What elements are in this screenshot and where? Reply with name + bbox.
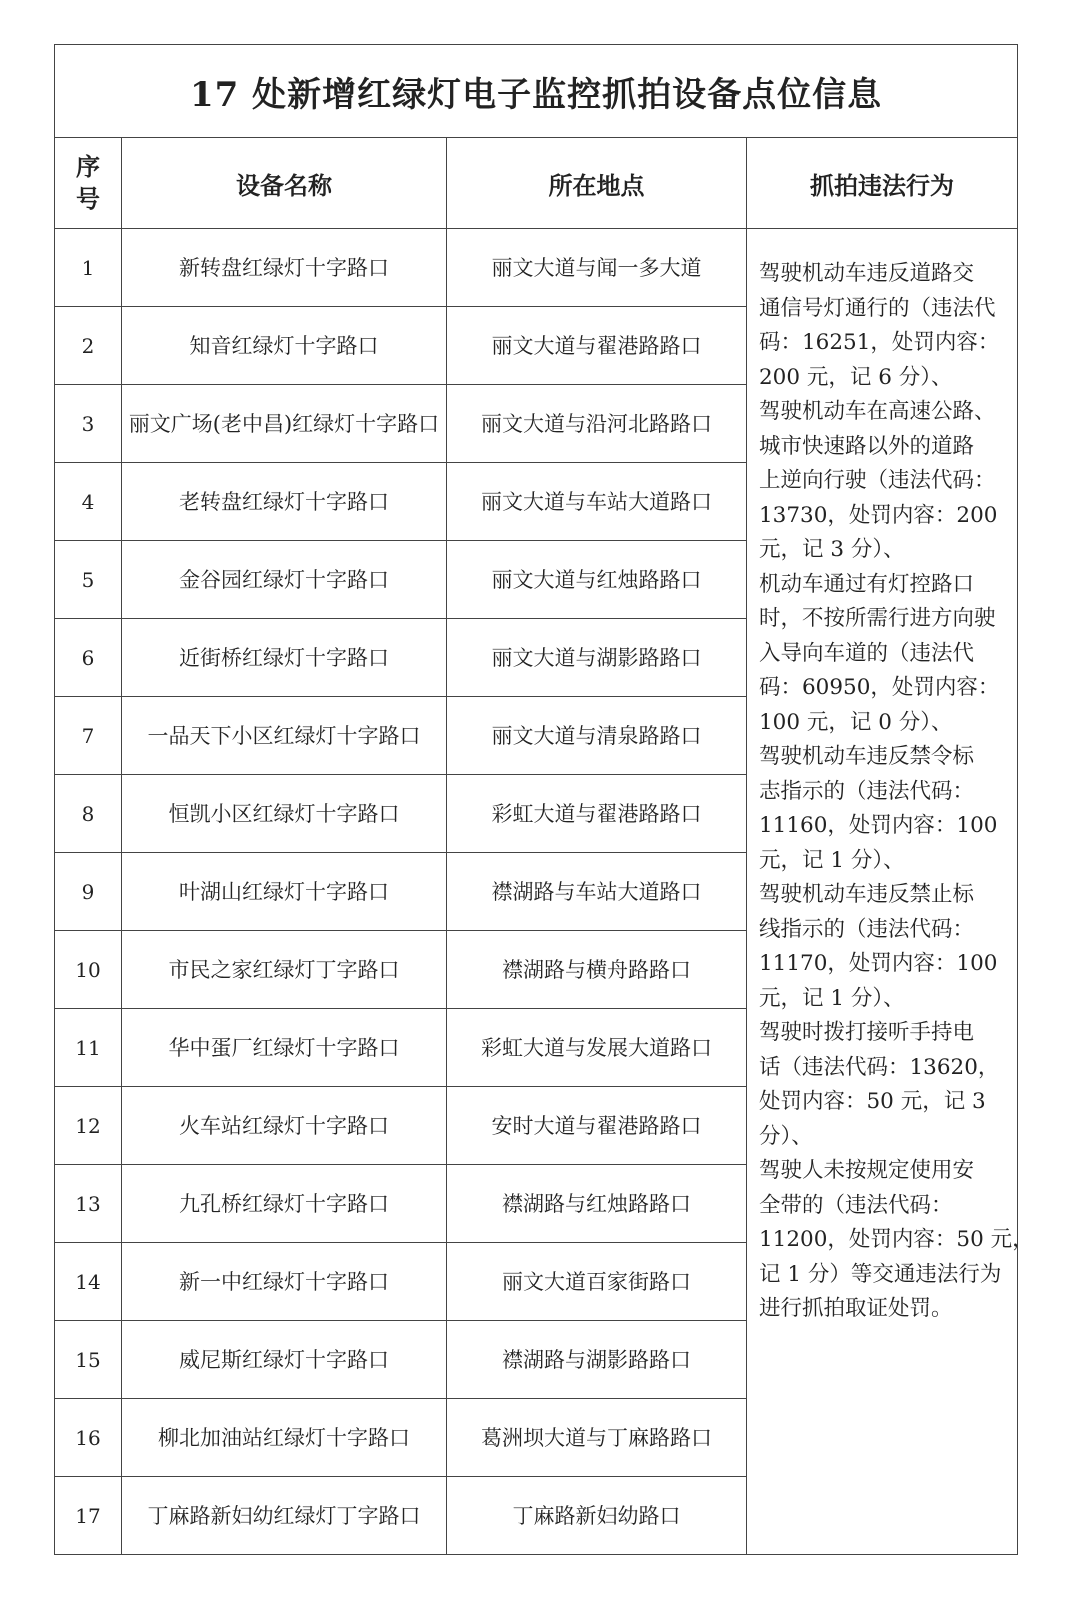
row-index: 6 bbox=[55, 619, 122, 697]
device-name: 丁麻路新妇幼红绿灯丁字路口 bbox=[122, 1477, 447, 1555]
device-name: 一品天下小区红绿灯十字路口 bbox=[122, 697, 447, 775]
violation-text-line: 话（违法代码：13620， bbox=[759, 1054, 1000, 1080]
device-name: 丽文广场(老中昌)红绿灯十字路口 bbox=[122, 385, 447, 463]
violation-text-line: 处罚内容：50 元，记 3 bbox=[759, 1089, 986, 1114]
violation-text-line: 元，记 3 分）、 bbox=[759, 537, 905, 562]
violation-text-line: 驾驶机动车违反道路交 bbox=[759, 261, 975, 286]
row-index: 4 bbox=[55, 463, 122, 541]
location: 丽文大道与翟港路路口 bbox=[447, 307, 747, 385]
violation-text-line: 驾驶机动车违反禁止标 bbox=[759, 882, 975, 907]
violation-text-line: 入导向车道的（违法代 bbox=[759, 640, 975, 666]
violation-text-line: 11160，处罚内容：100 bbox=[759, 813, 998, 838]
row-index: 7 bbox=[55, 697, 122, 775]
violation-text-line: 通信号灯通行的（违法代 bbox=[759, 295, 996, 321]
location: 安时大道与翟港路路口 bbox=[447, 1087, 747, 1165]
device-name: 新一中红绿灯十字路口 bbox=[122, 1243, 447, 1321]
location: 丽文大道与清泉路路口 bbox=[447, 697, 747, 775]
device-name: 金谷园红绿灯十字路口 bbox=[122, 541, 447, 619]
row-index: 9 bbox=[55, 853, 122, 931]
device-name: 柳北加油站红绿灯十字路口 bbox=[122, 1399, 447, 1477]
header-location: 所在地点 bbox=[447, 138, 747, 229]
header-index: 序号 bbox=[55, 138, 122, 229]
device-name: 市民之家红绿灯丁字路口 bbox=[122, 931, 447, 1009]
violation-text-line: 城市快速路以外的道路 bbox=[759, 433, 975, 459]
violation-text-line: 全带的（违法代码： bbox=[759, 1192, 953, 1218]
page-title: 17 处新增红绿灯电子监控抓拍设备点位信息 bbox=[55, 45, 1018, 138]
violation-text-line: 200 元，记 6 分）、 bbox=[759, 364, 953, 390]
header-device-name: 设备名称 bbox=[122, 138, 447, 229]
device-name: 新转盘红绿灯十字路口 bbox=[122, 229, 447, 307]
row-index: 15 bbox=[55, 1321, 122, 1399]
violation-text-line: 13730，处罚内容：200 bbox=[759, 502, 998, 528]
device-name: 知音红绿灯十字路口 bbox=[122, 307, 447, 385]
violation-text-line: 11170，处罚内容：100 bbox=[759, 951, 998, 976]
row-index: 2 bbox=[55, 307, 122, 385]
device-name: 恒凯小区红绿灯十字路口 bbox=[122, 775, 447, 853]
device-name: 威尼斯红绿灯十字路口 bbox=[122, 1321, 447, 1399]
violation-text-line: 元，记 1 分）、 bbox=[759, 847, 905, 873]
violation-text-line: 驾驶机动车违反禁令标 bbox=[759, 744, 975, 769]
violation-text-line: 元，记 1 分）、 bbox=[759, 985, 905, 1011]
violation-text-line: 驾驶人未按规定使用安 bbox=[759, 1158, 975, 1183]
location: 襟湖路与车站大道路口 bbox=[447, 853, 747, 931]
violations-cell bbox=[747, 229, 1034, 1555]
location: 丽文大道与红烛路路口 bbox=[447, 541, 747, 619]
location: 襟湖路与湖影路路口 bbox=[447, 1321, 747, 1399]
location: 丽文大道百家街路口 bbox=[447, 1243, 747, 1321]
device-name: 九孔桥红绿灯十字路口 bbox=[122, 1165, 447, 1243]
violation-text-line: 码：60950，处罚内容： bbox=[759, 675, 1000, 700]
violation-text-line: 进行抓拍取证处罚。 bbox=[759, 1296, 953, 1321]
location: 彩虹大道与翟港路路口 bbox=[447, 775, 747, 853]
row-index: 3 bbox=[55, 385, 122, 463]
header-violations: 抓拍违法行为 bbox=[747, 138, 1018, 229]
device-name: 华中蛋厂红绿灯十字路口 bbox=[122, 1009, 447, 1087]
violation-text-line: 驾驶机动车在高速公路、 bbox=[759, 399, 996, 424]
location: 丽文大道与车站大道路口 bbox=[447, 463, 747, 541]
location: 丁麻路新妇幼路口 bbox=[447, 1477, 747, 1555]
location: 丽文大道与闻一多大道 bbox=[447, 229, 747, 307]
device-name: 近街桥红绿灯十字路口 bbox=[122, 619, 447, 697]
device-name: 老转盘红绿灯十字路口 bbox=[122, 463, 447, 541]
row-index: 5 bbox=[55, 541, 122, 619]
violation-text-line: 100 元，记 0 分）、 bbox=[759, 709, 953, 735]
row-index: 10 bbox=[55, 931, 122, 1009]
table-row bbox=[55, 229, 1018, 307]
row-index: 17 bbox=[55, 1477, 122, 1555]
location: 丽文大道与湖影路路口 bbox=[447, 619, 747, 697]
row-index: 13 bbox=[55, 1165, 122, 1243]
row-index: 1 bbox=[55, 229, 122, 307]
violation-text-line: 记 1 分）等交通违法行为 bbox=[759, 1261, 1002, 1287]
violation-text-line: 机动车通过有灯控路口 bbox=[759, 571, 975, 597]
violation-text-line: 时，不按所需行进方向驶 bbox=[759, 606, 996, 631]
violation-text-line: 码：16251，处罚内容： bbox=[759, 330, 1000, 355]
row-index: 8 bbox=[55, 775, 122, 853]
violation-text-line: 11200，处罚内容：50 元， bbox=[759, 1227, 1034, 1252]
device-name: 叶湖山红绿灯十字路口 bbox=[122, 853, 447, 931]
device-name: 火车站红绿灯十字路口 bbox=[122, 1087, 447, 1165]
violation-text-line: 驾驶时拨打接听手持电 bbox=[759, 1020, 975, 1045]
location: 襟湖路与红烛路路口 bbox=[447, 1165, 747, 1243]
violation-text-line: 线指示的（违法代码： bbox=[759, 916, 975, 942]
violation-text-line: 分）、 bbox=[759, 1123, 813, 1149]
row-index: 12 bbox=[55, 1087, 122, 1165]
location: 葛洲坝大道与丁麻路路口 bbox=[447, 1399, 747, 1477]
row-index: 14 bbox=[55, 1243, 122, 1321]
violation-text-line: 志指示的（违法代码： bbox=[759, 778, 975, 804]
location: 襟湖路与横舟路路口 bbox=[447, 931, 747, 1009]
location: 彩虹大道与发展大道路口 bbox=[447, 1009, 747, 1087]
row-index: 16 bbox=[55, 1399, 122, 1477]
location: 丽文大道与沿河北路路口 bbox=[447, 385, 747, 463]
violation-text-line: 上逆向行驶（违法代码： bbox=[759, 468, 996, 493]
row-index: 11 bbox=[55, 1009, 122, 1087]
device-table bbox=[54, 44, 1034, 1555]
